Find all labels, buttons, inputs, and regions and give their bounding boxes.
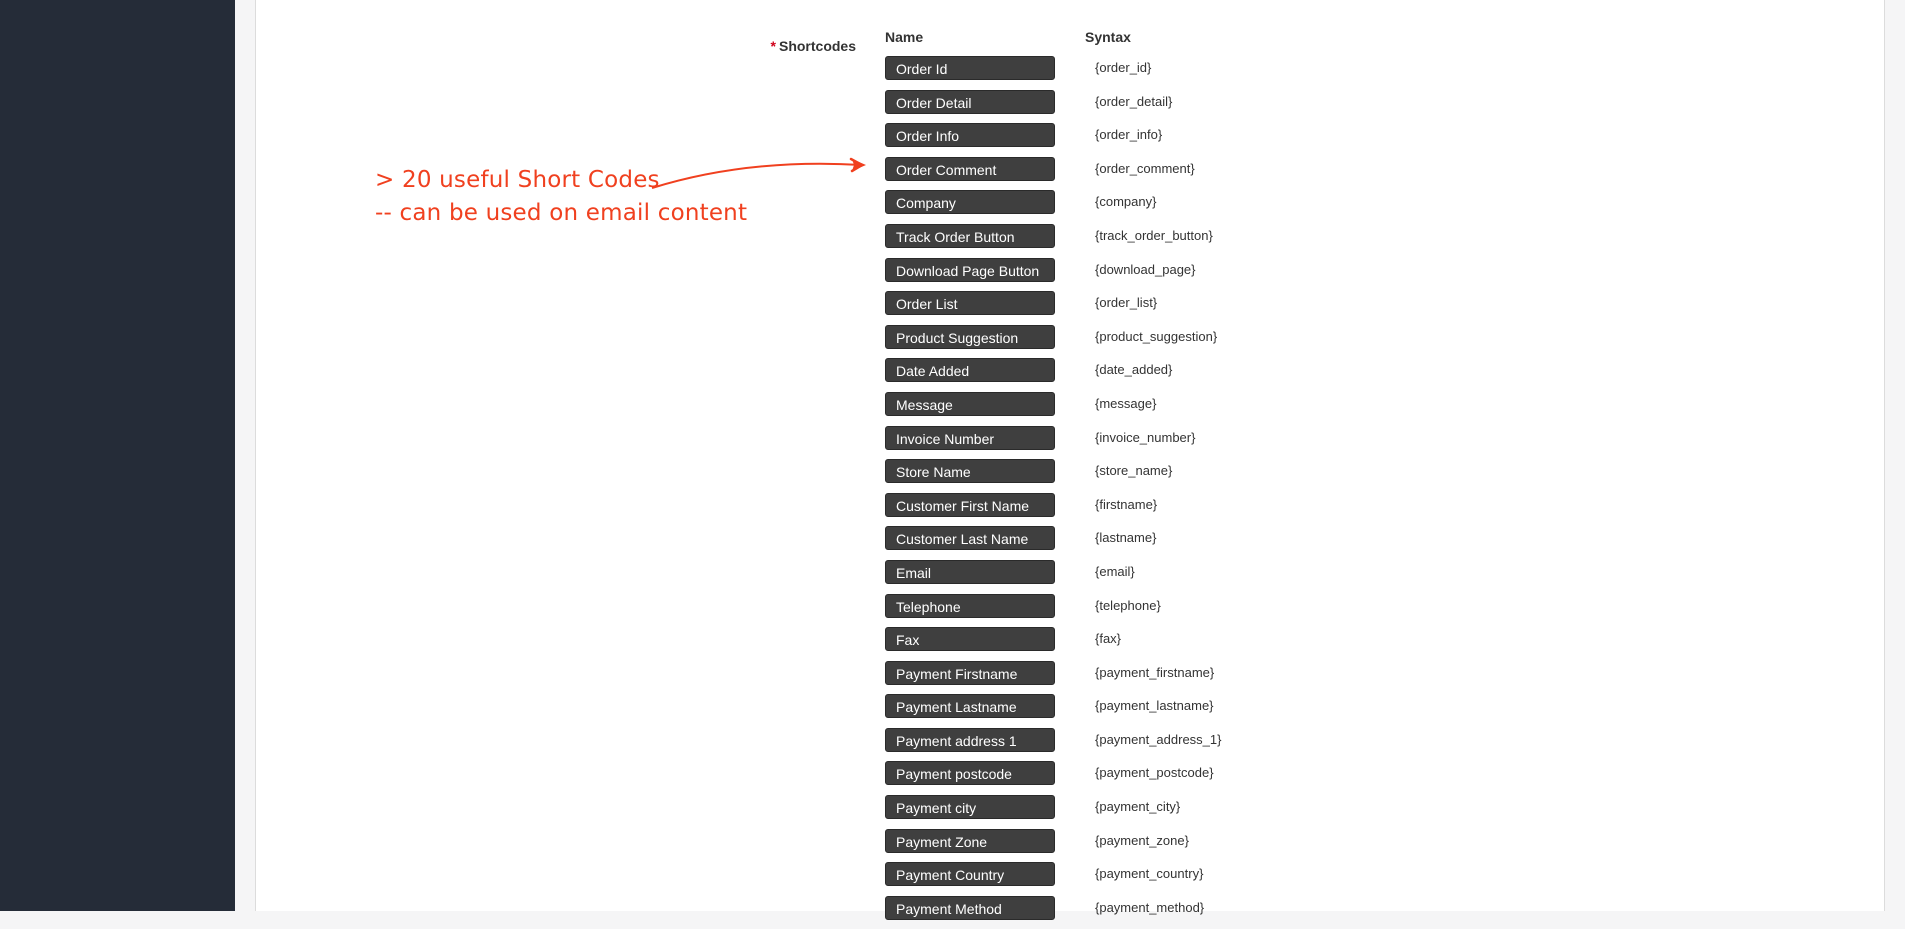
shortcode-insert-button[interactable]: Store Name — [885, 459, 1055, 483]
shortcode-row — [885, 90, 1485, 124]
shortcode-syntax: {payment_zone} — [1095, 832, 1189, 848]
left-gutter — [235, 0, 255, 911]
shortcode-row — [885, 291, 1485, 325]
shortcode-insert-button[interactable]: Payment Country — [885, 862, 1055, 886]
shortcode-syntax: {order_id} — [1095, 60, 1152, 75]
shortcode-syntax: {telephone} — [1095, 597, 1161, 613]
shortcode-insert-button[interactable]: Date Added — [885, 358, 1055, 382]
shortcode-syntax: {lastname} — [1095, 530, 1157, 546]
shortcode-syntax: {payment_country} — [1095, 866, 1204, 882]
shortcode-list — [885, 56, 1485, 929]
shortcode-insert-button[interactable]: Fax — [885, 627, 1055, 651]
right-gutter — [1885, 0, 1905, 911]
shortcode-syntax: {payment_address_1} — [1095, 731, 1222, 747]
annotation-line-1: > 20 useful Short Codes — [375, 167, 660, 193]
shortcode-insert-button[interactable]: Customer Last Name — [885, 526, 1055, 550]
shortcode-insert-button[interactable]: Order Comment — [885, 157, 1055, 181]
column-header-syntax: Syntax — [1085, 29, 1131, 45]
shortcode-syntax: {fax} — [1095, 631, 1122, 647]
shortcode-row — [885, 224, 1485, 258]
shortcode-syntax: {order_detail} — [1095, 93, 1173, 109]
shortcode-insert-button[interactable]: Invoice Number — [885, 426, 1055, 450]
shortcode-row — [885, 560, 1485, 594]
shortcode-insert-button[interactable]: Payment Method — [885, 896, 1055, 920]
shortcode-syntax: {email} — [1095, 563, 1135, 579]
shortcode-syntax: {message} — [1095, 395, 1157, 411]
shortcode-insert-button[interactable]: Order Detail — [885, 90, 1055, 114]
shortcode-insert-button[interactable]: Payment address 1 — [885, 728, 1055, 752]
shortcode-syntax: {firstname} — [1095, 496, 1158, 512]
shortcode-row — [885, 594, 1485, 628]
shortcode-row — [885, 325, 1485, 359]
shortcode-row — [885, 459, 1485, 493]
shortcode-row — [885, 661, 1485, 695]
shortcode-insert-button[interactable]: Message — [885, 392, 1055, 416]
shortcode-insert-button[interactable]: Customer First Name — [885, 493, 1055, 517]
shortcode-row — [885, 526, 1485, 560]
column-header-name: Name — [885, 29, 924, 45]
shortcodes-label-text: Shortcodes — [778, 38, 856, 54]
shortcode-syntax: {invoice_number} — [1095, 429, 1196, 445]
shortcode-insert-button[interactable]: Order Id — [885, 56, 1055, 80]
shortcode-syntax: {payment_firstname} — [1095, 664, 1215, 680]
shortcode-row — [885, 157, 1485, 191]
shortcode-insert-button[interactable]: Product Suggestion — [885, 325, 1055, 349]
shortcode-syntax: {date_added} — [1095, 362, 1173, 378]
shortcode-syntax: {payment_method} — [1095, 899, 1205, 915]
shortcode-row — [885, 829, 1485, 863]
shortcode-insert-button[interactable]: Download Page Button — [885, 258, 1055, 282]
shortcode-row — [885, 795, 1485, 829]
shortcode-row — [885, 493, 1485, 527]
shortcodes-field-label — [700, 38, 856, 54]
shortcode-row — [885, 426, 1485, 460]
shortcode-insert-button[interactable]: Order List — [885, 291, 1055, 315]
shortcode-row — [885, 190, 1485, 224]
shortcode-syntax: {order_list} — [1095, 295, 1158, 311]
shortcode-insert-button[interactable]: Payment postcode — [885, 761, 1055, 785]
annotation-arrow-icon — [640, 150, 880, 200]
shortcode-row — [885, 258, 1485, 292]
shortcode-syntax: {store_name} — [1095, 463, 1173, 479]
shortcode-row — [885, 694, 1485, 728]
shortcode-syntax: {company} — [1095, 194, 1157, 210]
shortcode-insert-button[interactable]: Email — [885, 560, 1055, 584]
shortcode-syntax: {track_order_button} — [1095, 227, 1213, 243]
shortcode-row — [885, 761, 1485, 795]
shortcode-syntax: {download_page} — [1095, 261, 1196, 277]
shortcode-insert-button[interactable]: Payment city — [885, 795, 1055, 819]
shortcode-insert-button[interactable]: Company — [885, 190, 1055, 214]
shortcode-syntax: {order_comment} — [1095, 160, 1195, 176]
admin-sidebar — [0, 0, 235, 911]
shortcode-row — [885, 627, 1485, 661]
shortcode-row — [885, 56, 1485, 90]
shortcode-insert-button[interactable]: Order Info — [885, 123, 1055, 147]
shortcode-syntax: {payment_city} — [1095, 799, 1181, 815]
shortcode-insert-button[interactable]: Telephone — [885, 594, 1055, 618]
shortcode-syntax: {product_suggestion} — [1095, 328, 1218, 344]
shortcode-row — [885, 896, 1485, 929]
shortcode-insert-button[interactable]: Payment Firstname — [885, 661, 1055, 685]
shortcode-insert-button[interactable]: Track Order Button — [885, 224, 1055, 248]
shortcode-syntax: {payment_lastname} — [1095, 698, 1214, 714]
required-marker: * — [770, 38, 776, 54]
shortcode-row — [885, 123, 1485, 157]
shortcode-syntax: {order_info} — [1095, 127, 1163, 143]
shortcode-row — [885, 728, 1485, 762]
shortcode-row — [885, 392, 1485, 426]
shortcode-row — [885, 862, 1485, 896]
shortcode-insert-button[interactable]: Payment Zone — [885, 829, 1055, 853]
shortcode-syntax: {payment_postcode} — [1095, 765, 1214, 781]
shortcode-insert-button[interactable]: Payment Lastname — [885, 694, 1055, 718]
annotation-line-2: -- can be used on email content — [375, 200, 748, 226]
shortcode-row — [885, 358, 1485, 392]
